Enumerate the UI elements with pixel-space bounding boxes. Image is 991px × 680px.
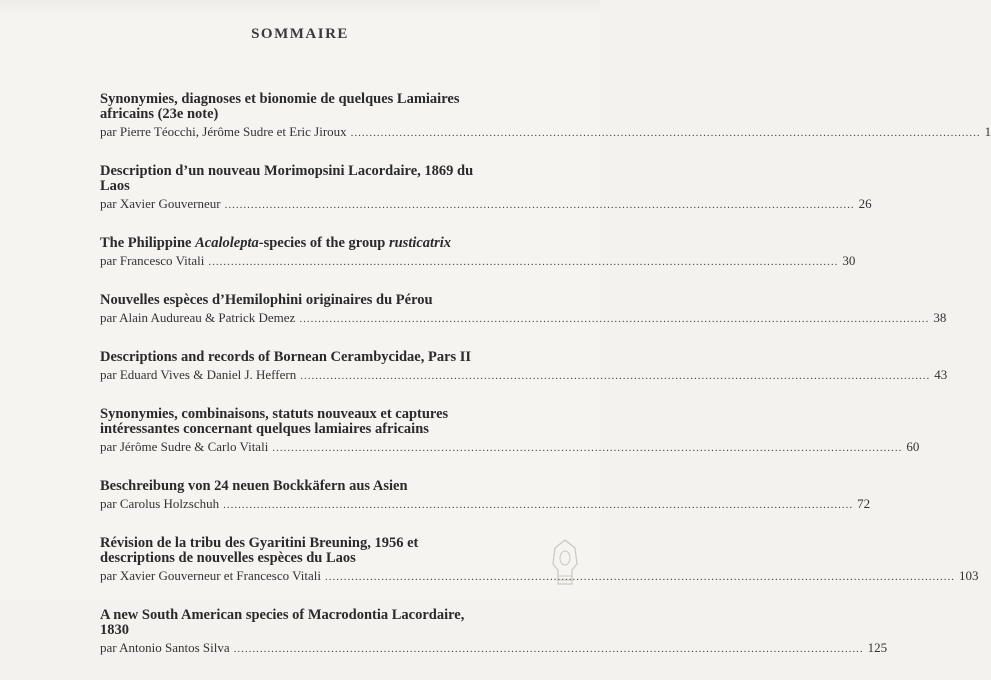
toc-entry bbox=[100, 292, 947, 327]
entry-author: par Xavier Gouverneur bbox=[100, 196, 221, 211]
entry-page-number: 43 bbox=[934, 367, 948, 382]
toc-entry bbox=[100, 478, 871, 513]
entry-author-row bbox=[100, 568, 979, 585]
entry-author: par Pierre Téocchi, Jérôme Sudre et Eric Jiroux bbox=[100, 124, 347, 139]
entry-title: A new South American species of Macrodontia Lacordaire, 1830 bbox=[100, 607, 465, 638]
dot-leader bbox=[225, 197, 855, 213]
entry-author-row bbox=[100, 640, 888, 657]
toc-entry bbox=[100, 406, 920, 456]
entry-page-number: 30 bbox=[842, 253, 856, 268]
toc-entry bbox=[100, 163, 872, 213]
entry-author-row bbox=[100, 496, 871, 513]
entry-author: par Jérôme Sudre & Carlo Vitali bbox=[100, 439, 269, 454]
toc-entry bbox=[100, 235, 856, 270]
dot-leader bbox=[299, 311, 929, 327]
entry-page-number: 38 bbox=[933, 310, 947, 325]
entry-page-number: 125 bbox=[867, 640, 888, 655]
toc-entry bbox=[100, 91, 991, 141]
entry-author: par Francesco Vitali bbox=[100, 253, 205, 268]
entry-page-number: 1 bbox=[984, 124, 991, 139]
dot-leader bbox=[234, 641, 864, 657]
entry-author: par Xavier Gouverneur et Francesco Vitali bbox=[100, 568, 321, 583]
entry-author-row bbox=[100, 310, 947, 327]
toc-entry bbox=[100, 535, 979, 585]
entry-page-number: 60 bbox=[906, 439, 920, 454]
entry-page-number: 72 bbox=[857, 496, 871, 511]
page-top-edge bbox=[0, 0, 600, 14]
entry-author: par Alain Audureau & Patrick Demez bbox=[100, 310, 296, 325]
entry-author-row bbox=[100, 439, 920, 456]
entry-author: par Antonio Santos Silva bbox=[100, 640, 230, 655]
dot-leader bbox=[300, 368, 930, 384]
pharaoh-watermark-icon bbox=[550, 538, 580, 590]
entry-title: Synonymies, diagnoses et bionomie de quelques Lamiaires africains (23e note) bbox=[100, 91, 460, 122]
entry-page-number: 26 bbox=[858, 196, 872, 211]
entry-title-part: -species of the group bbox=[258, 235, 389, 251]
dot-leader bbox=[272, 440, 902, 456]
entry-author-row bbox=[100, 367, 948, 384]
dot-leader bbox=[223, 497, 853, 513]
entry-author-row bbox=[100, 253, 856, 270]
entry-title: Révision de la tribu des Gyaritini Breuning, 1956 et descriptions de nouvelles espèces du Laos bbox=[100, 535, 419, 566]
dot-leader bbox=[351, 125, 981, 141]
entry-title-part: The Philippine bbox=[100, 235, 196, 251]
entry-title bbox=[100, 236, 496, 251]
entry-title-genus: Acalolepta bbox=[195, 235, 259, 251]
entry-title: Descriptions and records of Bornean Cerambycidae, Pars II bbox=[100, 349, 472, 365]
toc-entry bbox=[100, 349, 948, 384]
entry-title: Synonymies, combinaisons, statuts nouveaux et captures intéressantes concernant quelques lamiaires africains bbox=[100, 406, 449, 437]
entry-title: Beschreibung von 24 neuen Bockkäfern aus Asien bbox=[100, 478, 408, 494]
toc-entry bbox=[100, 607, 888, 657]
table-of-contents bbox=[100, 91, 991, 680]
entry-author: par Carolus Holzschuh bbox=[100, 496, 220, 511]
entry-author-row bbox=[100, 196, 872, 213]
dot-leader bbox=[208, 254, 838, 270]
entry-author-row bbox=[100, 124, 991, 141]
entry-title: Nouvelles espèces d’Hemilophini originaires du Pérou bbox=[100, 292, 433, 308]
entry-author: par Eduard Vives & Daniel J. Heffern bbox=[100, 367, 297, 382]
entry-title-species: rusticatrix bbox=[388, 235, 452, 251]
page-title: SOMMAIRE bbox=[251, 26, 349, 42]
entry-page-number: 103 bbox=[958, 568, 979, 583]
entry-title: Description d’un nouveau Morimopsini Lacordaire, 1869 du Laos bbox=[100, 163, 474, 194]
dot-leader bbox=[325, 569, 955, 585]
